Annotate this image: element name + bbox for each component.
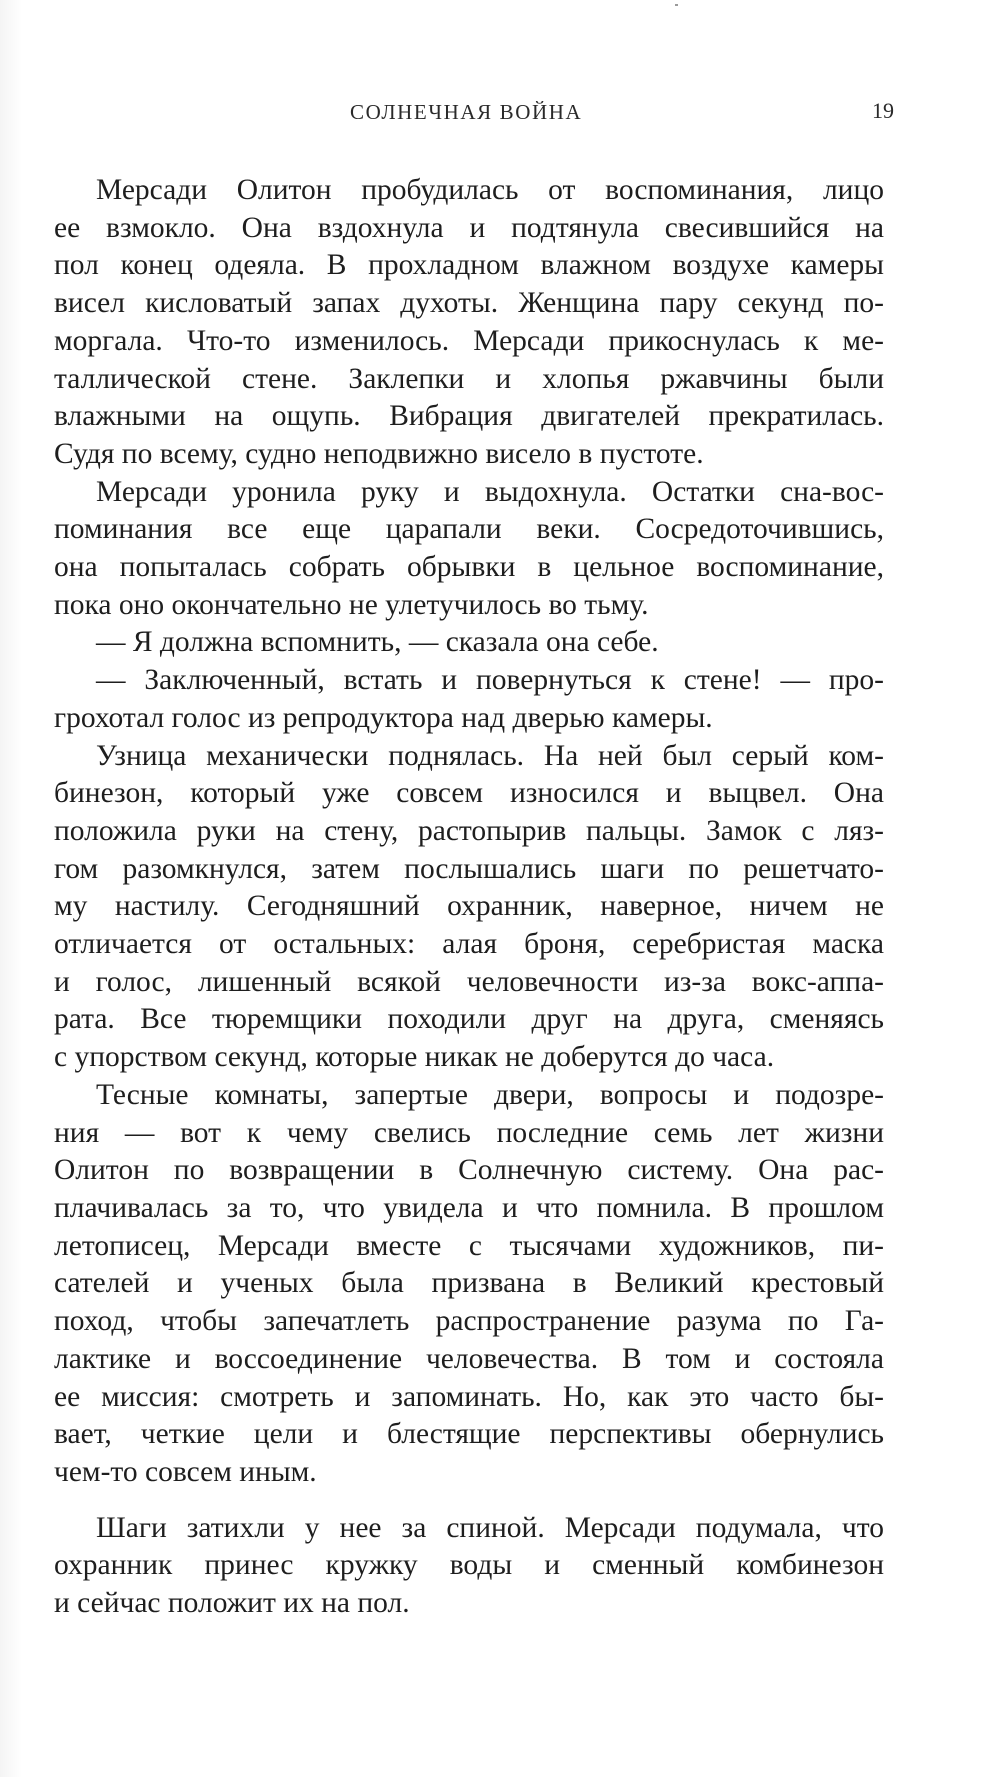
text-line: Мерсади Олитон пробудилась от воспоминания, лицо [96,174,884,206]
paragraph-1 [54,172,884,474]
text-line: грохотал голос из репродуктора над дверью камеры. [54,701,713,734]
paragraph-7 [54,1510,884,1623]
text-line: она попыталась собрать обрывки в цельное воспоминание, [54,551,884,584]
print-speck [675,4,678,6]
text-line: с упорством секунд, которые никак не доберутся до часа. [54,1041,775,1074]
text-line: чем-то совсем иным. [54,1455,317,1488]
text-line: и голос, лишенный всякой человечности из-за вокс-аппа- [54,965,884,998]
text-line: пока оно окончательно не улетучилось во тьму. [54,588,649,621]
text-line: гом разомкнулся, затем послышались шаги по решетчато- [54,852,884,885]
text-line: — Я должна вспомнить, — сказала она себе. [96,626,659,659]
text-line: плачивалась за то, что увидела и что помнила. В прошлом [54,1191,884,1224]
text-line: Узница механически поднялась. На ней был серый ком- [96,739,884,772]
text-line: отличается от остальных: алая броня, серебристая маска [54,928,884,961]
text-line: — Заключенный, встать и повернуться к стене! — про- [96,664,884,697]
text-line: ее взмокло. Она вздохнула и подтянула свесившийся на [54,211,884,244]
paragraph-4 [54,662,884,737]
text-line: влажными на ощупь. Вибрация двигателей прекратилась. [54,400,884,433]
text-line: рата. Все тюремщики походили друг на друга, сменяясь [54,1003,884,1036]
text-line: му настилу. Сегодняшний охранник, наверное, ничем не [54,890,884,923]
text-line: поминания все еще царапали веки. Сосредоточившись, [54,513,884,546]
paragraph-3 [54,624,884,662]
paragraph-5 [54,738,884,1077]
text-line: охранник принес кружку воды и сменный комбинезон [54,1549,884,1582]
text-line: Судя по всему, судно неподвижно висело в пустоте. [54,437,704,470]
text-line: бинезон, который уже совсем износился и выцвел. Она [54,777,884,810]
text-line: таллической стене. Заклепки и хлопья ржавчины были [54,362,884,395]
text-line: поход, чтобы запечатлеть распространение разума по Га- [54,1305,884,1338]
page-number: 19 [872,98,894,123]
text-line: ее миссия: смотреть и запоминать. Но, как это часто бы- [54,1380,884,1413]
body-text [54,172,884,1623]
text-line: вает, четкие цели и блестящие перспективы обернулись [54,1418,884,1451]
text-line: Тесные комнаты, запертые двери, вопросы и подозре- [96,1078,884,1111]
text-line: и сейчас положит их на пол. [54,1587,410,1620]
running-title: СОЛНЕЧНАЯ ВОЙНА [350,100,583,124]
text-line: ния — вот к чему свелись последние семь лет жизни [54,1116,884,1149]
paragraph-2 [54,474,884,625]
paragraph-6 [54,1077,884,1492]
text-line: Мерсади уронила руку и выдохнула. Остатки сна-вос- [96,475,884,508]
text-line: сателей и ученых была призвана в Великий крестовый [54,1267,884,1300]
text-line: лактике и воссоединение человечества. В том и состояла [54,1342,884,1375]
text-line: пол конец одеяла. В прохладном влажном воздухе камеры [54,249,884,282]
text-line: положила руки на стену, растопырив пальцы. Замок с ляз- [54,814,884,847]
text-line: летописец, Мерсади вместе с тысячами художников, пи- [54,1229,884,1262]
text-line: висел кисловатый запах духоты. Женщина пару секунд по- [54,287,884,320]
text-line: Шаги затихли у нее за спиной. Мерсади подумала, что [96,1511,884,1544]
text-line: Олитон по возвращении в Солнечную систему. Она рас- [54,1154,884,1187]
text-line: моргала. Что-то изменилось. Мерсади прикоснулась к ме- [54,324,884,357]
